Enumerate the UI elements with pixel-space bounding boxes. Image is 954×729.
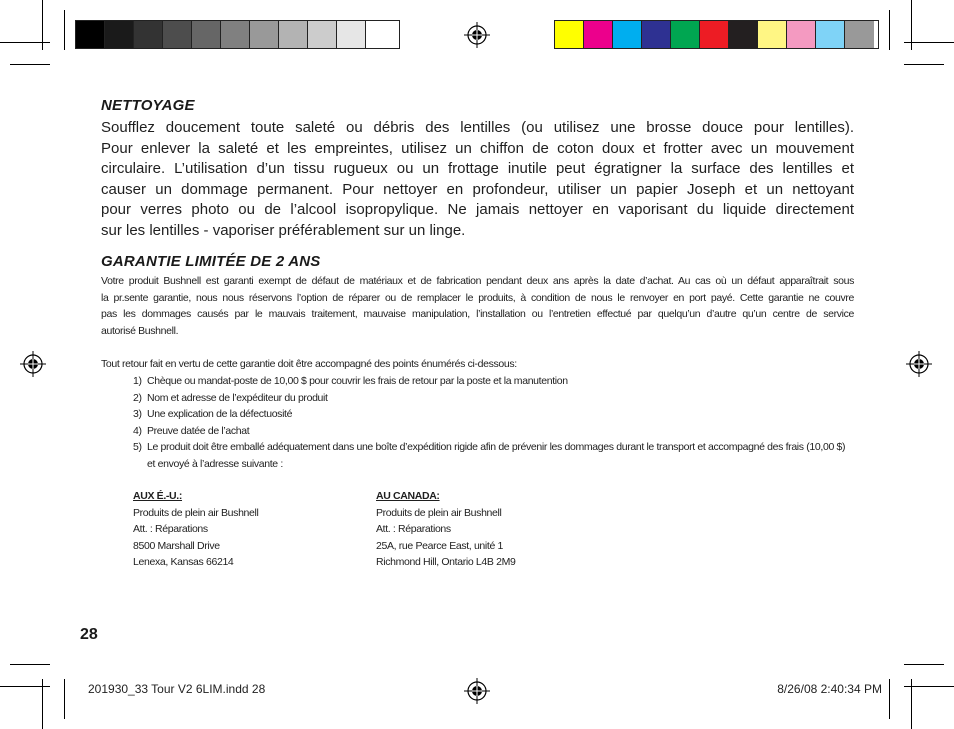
address-title: AU CANADA: xyxy=(376,490,440,502)
process-color-bar xyxy=(554,20,879,49)
text-line: Votre produit Bushnell est garanti exempt de défaut de matériaux et de fabrication pendant deux ans après la date d’achat. Au cas où un défaut apparaîtrait sous xyxy=(101,275,854,287)
color-swatch xyxy=(787,21,816,48)
grayscale-color-bar xyxy=(75,20,400,49)
list-item-number: 5) xyxy=(133,441,142,453)
crop-mark xyxy=(10,64,50,65)
page-number: 28 xyxy=(80,626,98,643)
registration-mark-icon xyxy=(20,351,46,377)
crop-mark xyxy=(10,664,50,665)
address-line: Produits de plein air Bushnell xyxy=(376,506,502,519)
address-title: AUX É.-U.: xyxy=(133,490,183,502)
crop-mark xyxy=(889,10,890,50)
color-swatch xyxy=(192,21,221,48)
color-swatch xyxy=(584,21,613,48)
retour-requirements-list xyxy=(133,373,854,472)
address-line: Att. : Réparations xyxy=(133,523,208,535)
retour-intro: Tout retour fait en vertu de cette garantie doit être accompagné des points énumérés ci-dessous: xyxy=(101,358,517,370)
address-line: Richmond Hill, Ontario L4B 2M9 xyxy=(376,556,516,568)
registration-mark-icon xyxy=(906,351,932,377)
text-line: causer un dommage permanent. Pour nettoyer en profondeur, utiliser un papier Joseph et un nettoyant xyxy=(101,180,854,198)
text-line: pas les dommages causés par le mauvais traitement, mauvaise manipulation, l’installation ou l’entretien effectué par quelqu’un d’autre qu’un centre de service xyxy=(101,308,854,320)
list-item xyxy=(133,390,854,407)
list-item-number: 3) xyxy=(133,408,142,420)
crop-mark xyxy=(64,679,65,719)
color-swatch xyxy=(250,21,279,48)
list-item xyxy=(133,423,854,440)
color-swatch xyxy=(845,21,874,48)
crop-mark xyxy=(42,0,43,50)
registration-mark-icon xyxy=(464,22,490,48)
list-item-text: Le produit doit être emballé adéquatement dans une boîte d’expédition rigide afin de prévenir les dommages durant le transport et accompagné des frais (10,00 $) et envoyé à l’adresse suivante : xyxy=(147,441,846,470)
color-swatch xyxy=(279,21,308,48)
list-item-text: Nom et adresse de l’expéditeur du produit xyxy=(147,391,328,404)
crop-mark xyxy=(64,10,65,50)
list-item-text: Chèque ou mandat-poste de 10,00 $ pour couvrir les frais de retour par la poste et la manutention xyxy=(147,375,568,387)
slug-file-info: 201930_33 Tour V2 6LIM.indd 28 xyxy=(88,682,266,696)
text-line: Soufflez doucement toute saleté ou débris des lentilles (ou utilisez une brosse douce pour lentilles). xyxy=(101,119,854,136)
garantie-paragraph xyxy=(101,273,854,339)
crop-mark xyxy=(904,64,944,65)
section-heading-nettoyage: NETTOYAGE xyxy=(101,97,195,114)
crop-mark xyxy=(42,679,43,729)
color-swatch xyxy=(337,21,366,48)
address-canada xyxy=(376,488,515,571)
color-swatch xyxy=(555,21,584,48)
list-item xyxy=(133,373,854,390)
color-swatch xyxy=(729,21,758,48)
color-swatch xyxy=(700,21,729,48)
address-line: Lenexa, Kansas 66214 xyxy=(133,556,234,568)
color-swatch xyxy=(163,21,192,48)
color-swatch xyxy=(758,21,787,48)
color-swatch xyxy=(105,21,134,48)
text-line: sur les lentilles - vaporiser préférablement sur un linge. xyxy=(101,221,466,239)
address-line: Att. : Réparations xyxy=(376,523,451,535)
color-swatch xyxy=(671,21,700,48)
address-line: 25A, rue Pearce East, unité 1 xyxy=(376,539,504,552)
crop-mark xyxy=(889,679,890,719)
color-swatch xyxy=(221,21,250,48)
crop-mark xyxy=(911,0,912,50)
address-usa xyxy=(133,488,259,571)
text-line: Pour enlever la saleté et les empreintes, utilisez un chiffon de coton doux et frotter avec un mouvement xyxy=(101,139,854,157)
color-swatch xyxy=(308,21,337,48)
crop-mark xyxy=(911,679,912,729)
color-swatch xyxy=(76,21,105,48)
color-swatch xyxy=(642,21,671,48)
list-item-number: 1) xyxy=(133,375,142,387)
nettoyage-paragraph xyxy=(101,118,854,241)
list-item-number: 4) xyxy=(133,424,142,437)
list-item-text: Preuve datée de l’achat xyxy=(147,424,250,437)
text-line: la pr.sente garantie, nous nous réservons l’option de réparer ou de remplacer le produits, à condition de nous le renvoyer en port payé. Cette garantie ne couvre xyxy=(101,291,854,304)
color-swatch xyxy=(134,21,163,48)
address-line: Produits de plein air Bushnell xyxy=(133,506,259,519)
list-item-text: Une explication de la défectuosité xyxy=(147,408,293,420)
color-swatch xyxy=(816,21,845,48)
list-item xyxy=(133,439,854,472)
text-line: pour verres photo ou de l’alcool isopropylique. Ne jamais nettoyer en vaporisant du liquide directement xyxy=(101,201,854,218)
list-item-number: 2) xyxy=(133,391,142,404)
text-line: circulaire. L’utilisation d’un tissu rugueux ou un frottage inutile peut égratigner la surface des lentilles et xyxy=(101,160,854,177)
text-line: autorisé Bushnell. xyxy=(101,324,179,337)
list-item xyxy=(133,406,854,423)
registration-mark-icon xyxy=(464,678,490,704)
address-line: 8500 Marshall Drive xyxy=(133,539,220,552)
color-swatch xyxy=(366,21,395,48)
slug-date-info: 8/26/08 2:40:34 PM xyxy=(777,682,882,696)
section-heading-garantie: GARANTIE LIMITÉE DE 2 ANS xyxy=(101,253,321,270)
color-swatch xyxy=(613,21,642,48)
crop-mark xyxy=(904,664,944,665)
